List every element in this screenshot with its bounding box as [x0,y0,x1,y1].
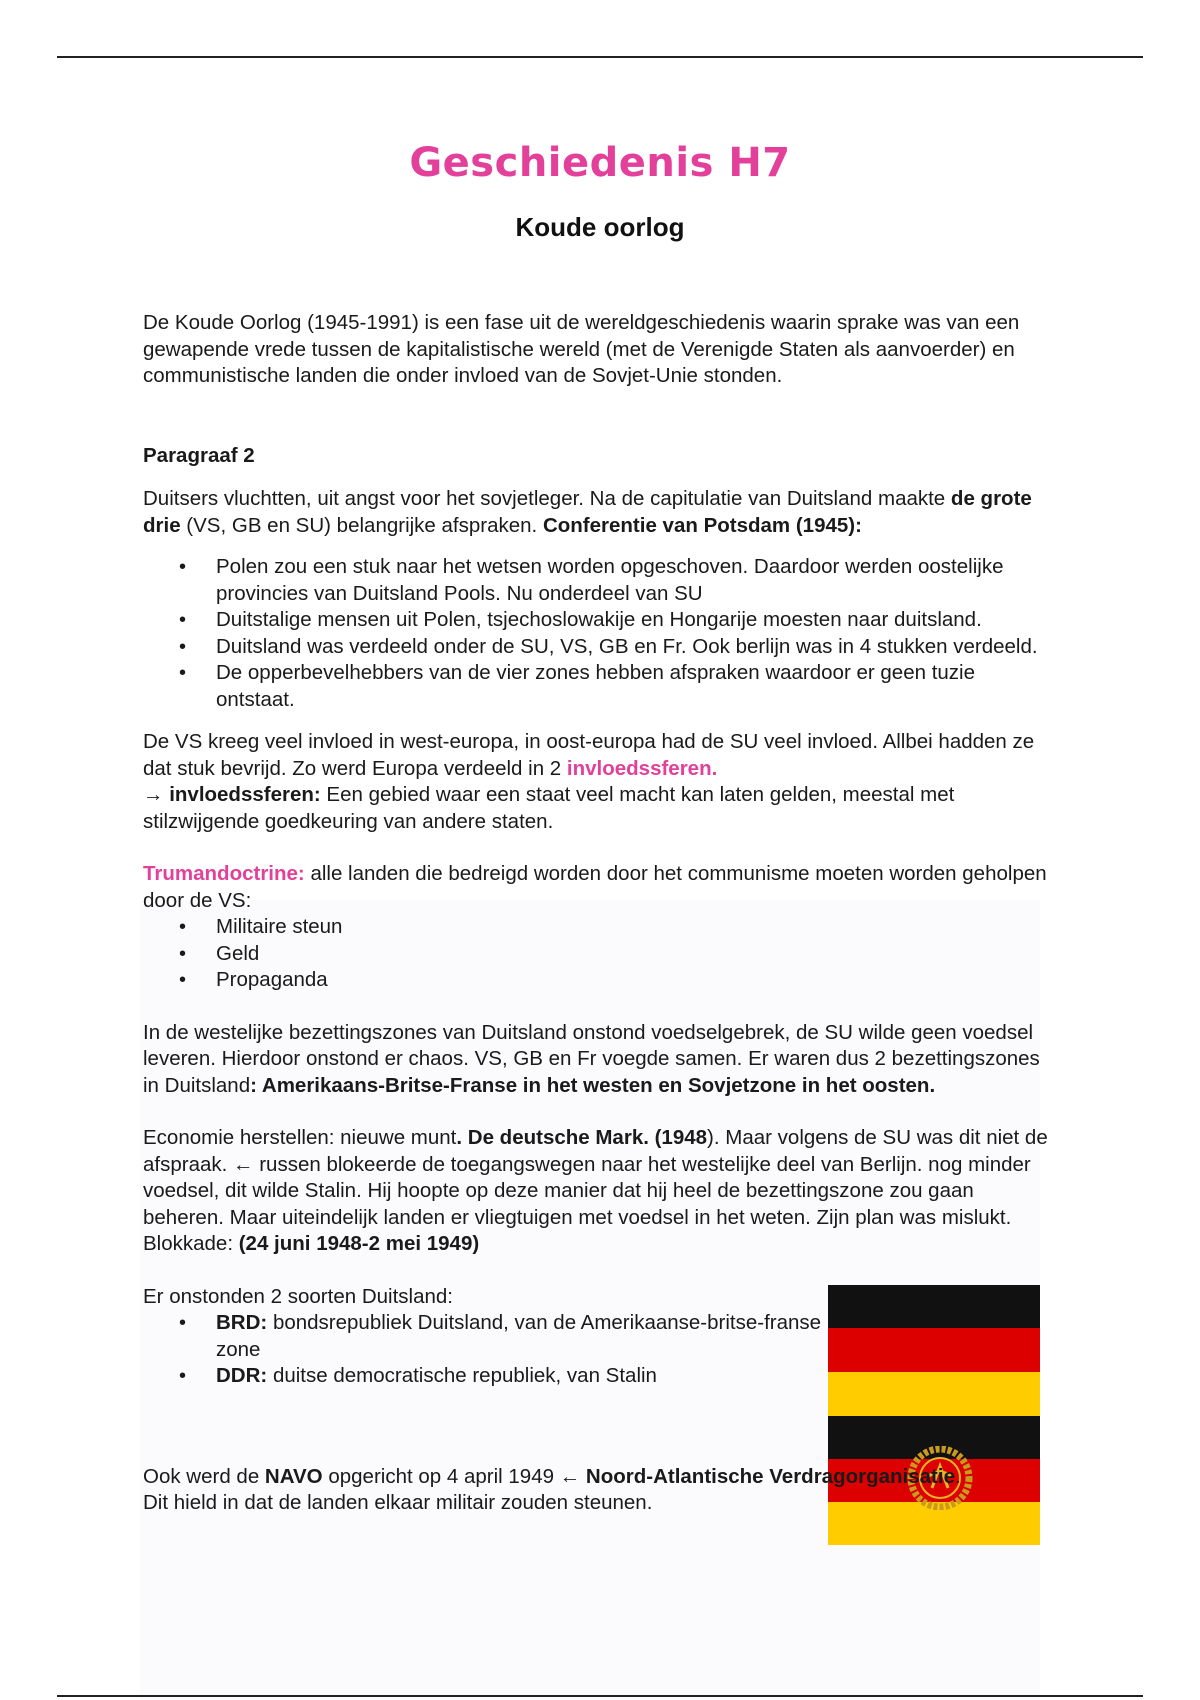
p1-text-2: (VS, GB en SU) belangrijke afspraken. [180,513,543,537]
p4-text: Economie herstellen: nieuwe munt [143,1126,457,1149]
duitsland-intro: Er onstonden 2 soorten Duitsland: [143,1284,453,1308]
paragraph-1 [143,486,1053,539]
top-rule [57,56,1143,58]
list-item [143,1310,833,1363]
p5-bold-navo: NAVO [264,1464,323,1488]
truman-text: alle landen die bedreigd worden door het communisme moeten worden geholpen door de VS: [143,862,1047,912]
list-item: • Geld [143,941,1053,968]
p2-text: De VS kreeg veel invloed in west-europa, in oost-europa had de SU veel invloed. Allbei hadden ze dat stuk bevrijd. Zo werd Europa verdeeld in 2 [143,730,1035,780]
list-item: • Propaganda [143,967,1053,994]
truman-paragraph [143,861,1053,914]
bottom-rule [57,1695,1143,1697]
p4-bold-blokkade: (24 juni 1948-2 mei 1949) [238,1232,480,1255]
p1-bold-grote-drie: de grote drie [143,487,1032,537]
page-subtitle: Koude oorlog [515,212,685,242]
p2-term-invloedssferen: invloedssferen. [566,756,718,780]
p1-bold-potsdam: Conferentie van Potsdam (1945): [542,513,862,537]
duitsland-list [143,1310,833,1390]
p5-text-2: opgericht op 4 april 1949 ← [322,1464,586,1488]
p2-definition-term: → invloedssferen: [143,783,321,806]
p2-definition: Een gebied waar een staat veel macht kan laten gelden, meestal met stilzwijgende goedkeuring van andere staten. [143,783,955,833]
paragraph-3 [143,1020,1053,1100]
ddr-term: DDR: [216,1364,268,1387]
duitsland-block [143,1284,833,1390]
ddr-text: duitse democratische republiek, van Stalin [267,1364,657,1387]
paragraph-2 [143,729,1053,835]
list-item: • De opperbevelhebbers van de vier zones hebben afspraken waardoor er geen tuzie ontstaat. [143,660,1053,713]
list-item [143,1363,833,1390]
list-item: • Duitstalige mensen uit Polen, tsjechoslowakije en Hongarije moesten naar duitsland. [143,607,1053,634]
intro-paragraph: De Koude Oorlog (1945-1991) is een fase uit de wereldgeschiedenis waarin sprake was van een gewapende vrede tussen de kapitalistische wereld (met de Verenigde Staten als aanvoerder) en communistische landen die onder invloed van de Sovjet-Unie stonden. [143,311,1020,387]
list-item: • Militaire steun [143,914,1053,941]
truman-term: Trumandoctrine: [143,862,305,885]
paragraph-4 [143,1125,1053,1258]
p5-period: . [954,1464,961,1488]
p4-text-2: ). Maar volgens de SU was dit niet de afspraak. ← russen blokeerde de toegangswegen naar het westelijke deel van Berlijn. nog minder voedsel, dit wilde Stalin. Hij hoopte op deze manier dat hij heel de bezettingszone zou gaan beheren. Maar uiteindelijk landen er vliegtuigen met voedsel in het weten. Zijn plan was mislukt. Blokkade: [143,1126,1048,1255]
paragraph-5 [143,1464,1053,1517]
p3-text: In de westelijke bezettingszones van Duitsland onstond voedselgebrek, de SU wilde geen voedsel leveren. Hierdoor onstond er chaos. VS, GB en Fr voegde samen. Er waren dus 2 bezettingszones in Duitsland [143,1020,1040,1097]
p5-text: Ook werd de [143,1464,265,1488]
list-item: • Polen zou een stuk naar het wetsen worden opgeschoven. Daardoor werden oostelijke provincies van Duitsland Pools. Nu onderdeel van SU [143,554,1053,607]
brd-text: bondsrepubliek Duitsland, van de Amerikaanse-britse-franse zone [216,1311,822,1361]
p1-text: Duitsers vluchtten, uit angst voor het sovjetleger. Na de capitulatie van Duitsland maakte [143,487,951,510]
p5-text-3: Dit hield in dat de landen elkaar militair zouden steunen. [143,1491,653,1514]
truman-list [143,914,1053,994]
page-title: Geschiedenis H7 [409,140,791,186]
potsdam-list [143,554,1053,713]
brd-term: BRD: [216,1311,268,1334]
list-item: • Duitsland was verdeeld onder de SU, VS, GB en Fr. Ook berlijn was in 4 stukken verdeeld. [143,634,1053,661]
p4-bold-mark: . De deutsche Mark. (1948 [456,1126,708,1149]
document-body [143,310,1053,1517]
section-heading: Paragraaf 2 [143,443,255,467]
p3-bold: : Amerikaans-Britse-Franse in het westen en Sovjetzone in het oosten. [250,1073,936,1097]
p5-bold-verdrag: Noord-Atlantische Verdragorganisatie [585,1464,955,1488]
